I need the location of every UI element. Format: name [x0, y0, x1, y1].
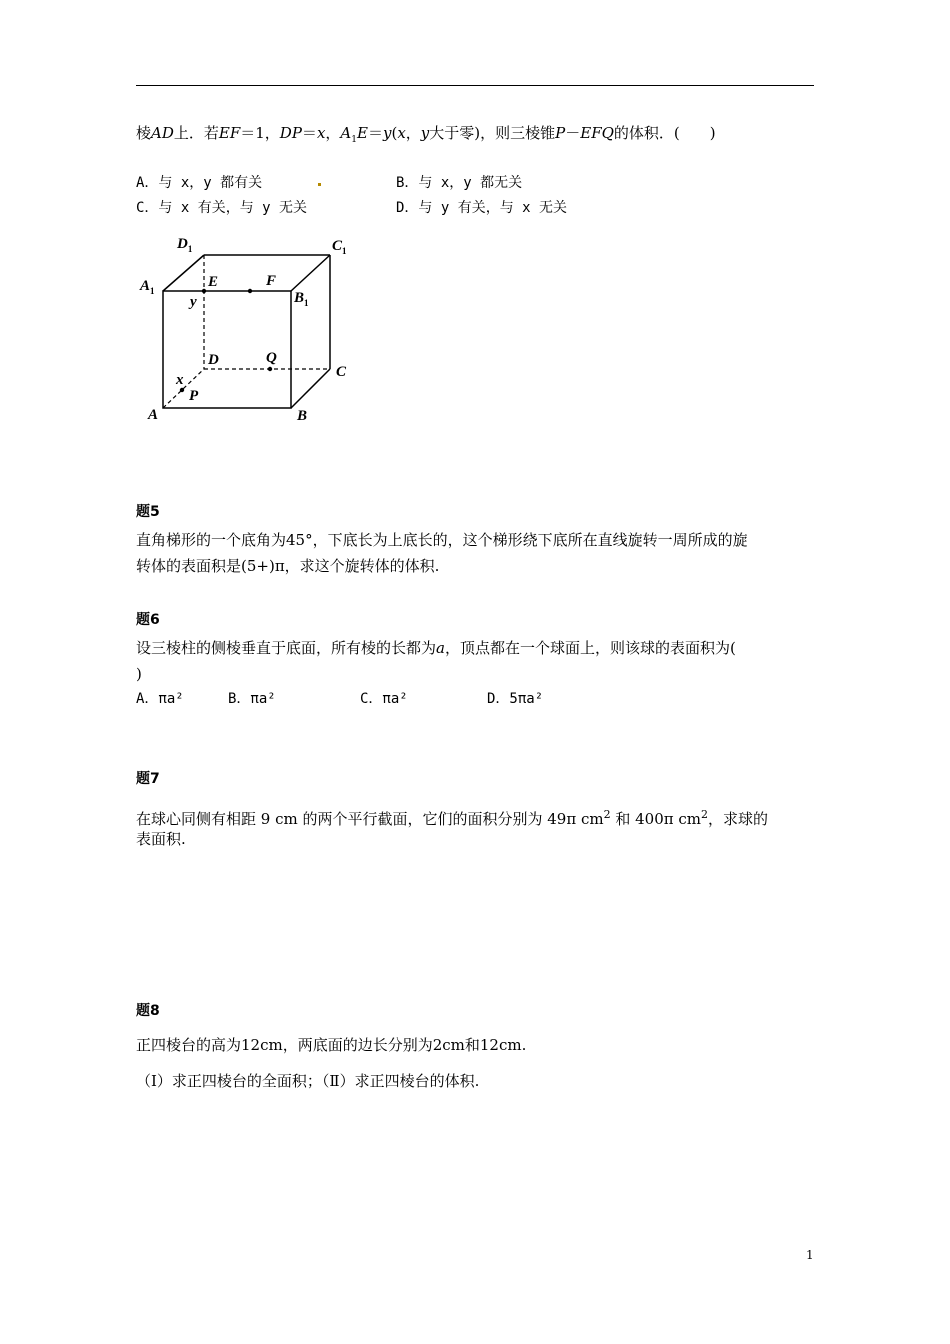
q7-heading: 题7 — [136, 771, 160, 787]
q6-heading: 题6 — [136, 612, 160, 628]
page-number: 1 — [806, 1248, 814, 1262]
q7-line2: 表面积. — [136, 830, 186, 848]
q6-option-d: D．5πa² — [487, 691, 544, 707]
q6-option-b: B．πa² — [228, 691, 276, 707]
stray-mark — [318, 183, 321, 186]
q6-line2: ) — [136, 665, 142, 683]
label-f: F — [266, 273, 277, 289]
label-y: y — [190, 294, 197, 310]
cube-figure — [132, 228, 362, 428]
label-c: C — [336, 364, 347, 380]
q6-option-a: A．πa² — [136, 691, 184, 707]
edge-a1-d1 — [163, 255, 204, 291]
point-q — [268, 367, 272, 371]
q5-line2: 转体的表面积是(5+)π，求这个旋转体的体积. — [136, 557, 440, 575]
label-c1: $C_1$ — [332, 238, 347, 256]
q4-stem: 棱AD上．若EF＝1，DP＝x，$A_1E=y(x$，y大于零)，则三棱锥P－EFQ的体积．( ) — [136, 124, 716, 145]
label-d1: $D_1$ — [177, 236, 193, 254]
edge-b1-c1 — [291, 255, 330, 291]
cube-solid-edges — [163, 255, 330, 408]
q4-option-d: D．与 y 有关，与 x 无关 — [396, 200, 568, 216]
q8-heading: 题8 — [136, 1003, 160, 1019]
q4-option-b: B．与 x，y 都无关 — [396, 175, 523, 191]
q5-heading: 题5 — [136, 504, 160, 520]
q8-line1: 正四棱台的高为12cm，两底面的边长分别为2cm和12cm. — [136, 1036, 527, 1054]
q7-line1: 在球心同侧有相距 9 cm 的两个平行截面，它们的面积分别为 49π $cm^2$ 和 400π $cm^2$，求球的 — [136, 808, 769, 828]
label-e: E — [208, 274, 219, 290]
q6-option-c: C．πa² — [360, 691, 408, 707]
label-d: D — [208, 352, 219, 368]
label-x: x — [176, 372, 184, 388]
q6-line1: 设三棱柱的侧棱垂直于底面，所有棱的长都为a，顶点都在一个球面上，则该球的表面积为( — [136, 639, 736, 657]
q5-line1: 直角梯形的一个底角为45°，下底长为上底长的，这个梯形绕下底所在直线旋转一周所成的旋 — [136, 531, 748, 549]
q8-line2: （Ⅰ）求正四棱台的全面积；（Ⅱ）求正四棱台的体积. — [136, 1072, 480, 1090]
q4-option-c: C．与 x 有关，与 y 无关 — [136, 200, 308, 216]
label-a1: $A_1$ — [140, 278, 155, 296]
point-f — [248, 289, 252, 293]
label-b: B — [297, 408, 308, 424]
label-b1: $B_1$ — [294, 290, 309, 308]
point-e — [202, 289, 206, 293]
edge-b-c — [291, 369, 330, 408]
point-p — [180, 388, 184, 392]
label-p: P — [189, 388, 199, 404]
label-q: Q — [266, 350, 277, 366]
label-a: A — [148, 407, 159, 423]
header-rule — [136, 85, 814, 86]
q4-option-a: A．与 x，y 都有关 — [136, 175, 263, 191]
